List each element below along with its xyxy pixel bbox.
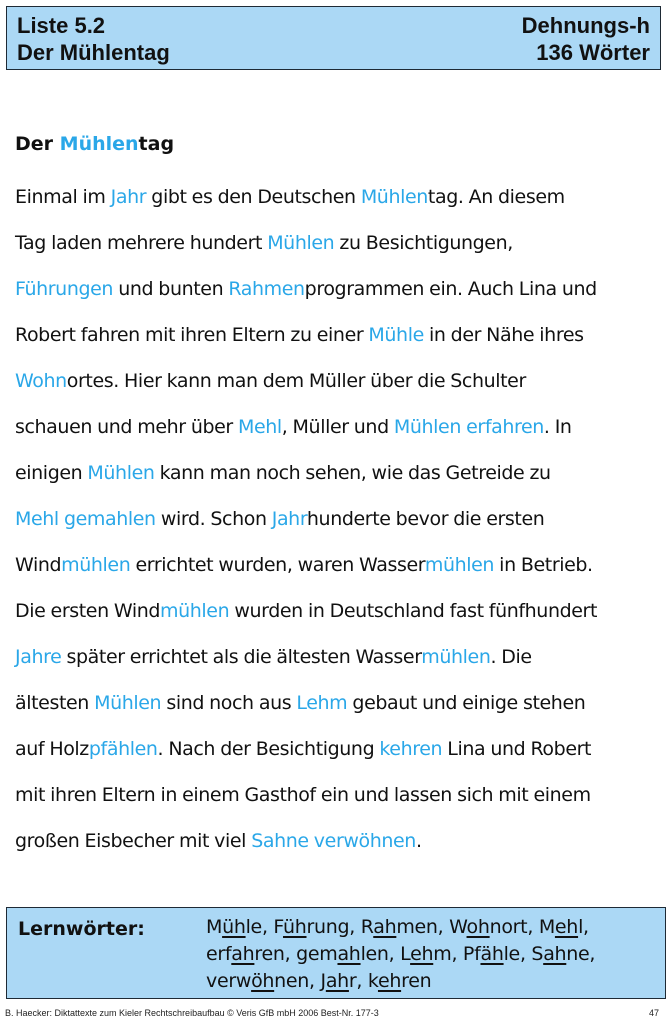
underlined-letters: üh [283, 916, 307, 938]
text-segment: verw [206, 970, 252, 992]
story-line [15, 220, 660, 266]
text-segment: tag. An diesem [427, 186, 565, 208]
text-segment: r, k [348, 970, 378, 992]
highlighted-word: Jahre [15, 646, 62, 668]
text-segment: gebaut und einige stehen [347, 692, 586, 714]
text-segment: sind noch aus [161, 692, 297, 714]
text-segment: nen, J [274, 970, 326, 992]
story-line [15, 312, 660, 358]
learn-words-box [6, 907, 666, 999]
learn-words-line [206, 968, 656, 995]
underlined-letters: üh [222, 916, 246, 938]
highlighted-word: kehren [379, 738, 443, 760]
text-segment: , Müller und [281, 416, 394, 438]
text-segment: ältesten [15, 692, 95, 714]
highlighted-word: Mühlen erfahren [393, 416, 544, 438]
text-segment: erf [206, 943, 232, 965]
text-segment: zu Besichtigungen, [334, 232, 513, 254]
text-segment: mit ihren Eltern in einem Gasthof ein und lassen sich mit einem [15, 784, 591, 806]
learn-words-list [206, 914, 656, 995]
text-segment: wurden in Deutschland fast fünfhundert [229, 600, 597, 622]
learn-words-line [206, 941, 656, 968]
footer-credit: B. Haecker: Diktattexte zum Kieler Rechtschreibaufbau © Veris GfB mbH 2006 Best-Nr. 177-3 [5, 1008, 379, 1018]
text-segment: m, Pf [433, 943, 481, 965]
story-line [15, 496, 660, 542]
text-segment: programmen ein. Auch Lina und [304, 278, 597, 300]
list-header [6, 6, 661, 70]
text-segment: Der [15, 133, 60, 155]
highlighted-word: Mühlen [360, 186, 428, 208]
highlighted-word: mühlen [424, 554, 495, 576]
text-segment: . [415, 830, 422, 852]
underlined-letters: eh [410, 943, 434, 965]
text-segment: Robert fahren mit ihren Eltern zu einer [15, 324, 369, 346]
text-segment: später errichtet als die ältesten Wasser [61, 646, 422, 668]
highlighted-word: Mühlen [87, 462, 155, 484]
story-line [15, 818, 660, 864]
page-number: 47 [648, 1008, 659, 1018]
story-line [15, 404, 660, 450]
text-segment: hunderte bevor die ersten [306, 508, 545, 530]
text-segment: len, L [360, 943, 411, 965]
text-segment: errichtet wurden, waren Wasser [130, 554, 425, 576]
underlined-letters: äh [480, 943, 504, 965]
text-segment: in der Nähe ihres [423, 324, 584, 346]
story-line [15, 358, 660, 404]
word-count: 136 Wörter [536, 40, 650, 65]
text-segment: ren, gem [254, 943, 338, 965]
text-segment: kann man noch sehen, wie das Getreide zu [154, 462, 551, 484]
text-segment: einigen [15, 462, 88, 484]
highlighted-word: Mühlen [267, 232, 335, 254]
text-segment: großen Eisbecher mit viel [15, 830, 252, 852]
text-segment: wird. Schon [155, 508, 272, 530]
text-segment: Lina und Robert [442, 738, 592, 760]
underlined-letters: oh [466, 916, 490, 938]
highlighted-word: Sahne verwöhnen [251, 830, 416, 852]
story-line [15, 588, 660, 634]
underlined-letters: ah [543, 943, 567, 965]
highlighted-word: pfählen [88, 738, 158, 760]
highlighted-word: Führungen [15, 278, 114, 300]
text-segment: in Betrieb. [494, 554, 593, 576]
story-line [15, 772, 660, 818]
learn-words-label: Lernwörter: [18, 918, 145, 940]
highlighted-word: mühlen [61, 554, 131, 576]
text-segment: rung, R [306, 916, 374, 938]
story-line [15, 726, 660, 772]
story-text [15, 174, 660, 864]
learn-words-line [206, 914, 656, 941]
highlighted-word: Rahmen [228, 278, 305, 300]
highlighted-word: Jahr [271, 508, 307, 530]
highlighted-word: Mühlen [59, 133, 139, 155]
highlighted-word: mühlen [160, 600, 230, 622]
text-segment: . Nach der Besichtigung [157, 738, 380, 760]
text-segment: men, W [396, 916, 467, 938]
underlined-letters: ah [325, 970, 349, 992]
text-segment: und bunten [113, 278, 229, 300]
underlined-letters: öh [251, 970, 275, 992]
story-title [15, 130, 174, 158]
story-line [15, 266, 660, 312]
highlighted-word: Jahr [110, 186, 147, 208]
story-line [15, 634, 660, 680]
list-topic: Dehnungs-h [521, 13, 650, 38]
underlined-letters: ah [231, 943, 255, 965]
text-segment: . Die [490, 646, 532, 668]
story-line [15, 174, 660, 220]
text-segment: ortes. Hier kann man dem Müller über die Schulter [66, 370, 526, 392]
text-segment: nort, M [489, 916, 555, 938]
text-segment: auf Holz [15, 738, 89, 760]
text-segment: Wind [15, 554, 62, 576]
underlined-letters: eh [554, 916, 579, 938]
text-segment: l, [578, 916, 589, 938]
list-number: Liste 5.2 [17, 13, 106, 38]
underlined-letters: ah [373, 916, 397, 938]
highlighted-word: mühlen [421, 646, 491, 668]
underlined-letters: ah [337, 943, 361, 965]
highlighted-word: Wohn [15, 370, 67, 392]
text-segment: schauen und mehr über [15, 416, 238, 438]
text-segment: ne, [566, 943, 596, 965]
text-segment: le, S [503, 943, 544, 965]
text-segment: Einmal im [15, 186, 111, 208]
text-segment: gibt es den Deutschen [146, 186, 361, 208]
highlighted-word: Mehl [237, 416, 282, 438]
story-line [15, 542, 660, 588]
underlined-letters: eh [377, 970, 402, 992]
highlighted-word: Mehl gemahlen [15, 508, 156, 530]
text-segment: Tag laden mehrere hundert [15, 232, 268, 254]
highlighted-word: Lehm [296, 692, 348, 714]
story-line [15, 680, 660, 726]
text-segment: tag [138, 133, 175, 155]
text-segment: M [206, 916, 223, 938]
text-segment: ren [401, 970, 432, 992]
story-line [15, 450, 660, 496]
text-segment: . In [543, 416, 572, 438]
list-title: Der Mühlentag [17, 40, 170, 65]
highlighted-word: Mühle [368, 324, 424, 346]
text-segment: le, F [245, 916, 284, 938]
highlighted-word: Mühlen [94, 692, 162, 714]
text-segment: Die ersten Wind [15, 600, 161, 622]
